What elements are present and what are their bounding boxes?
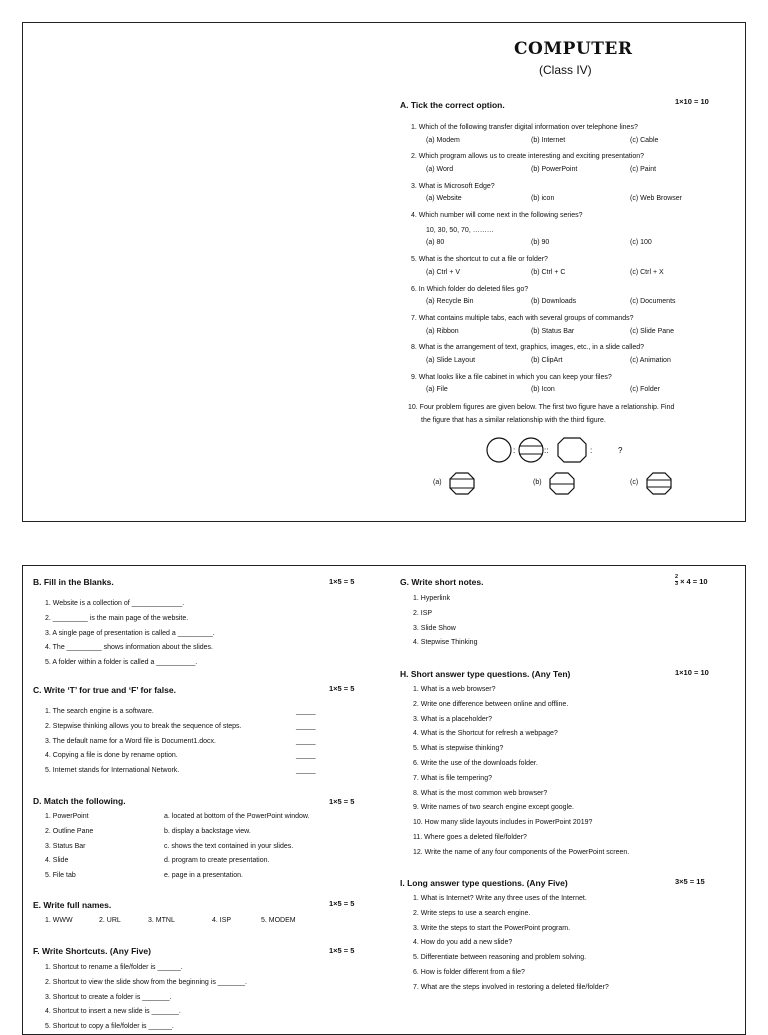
list-item: 1. Hyperlink bbox=[413, 595, 450, 602]
match-right-item: d. program to create presentation. bbox=[164, 857, 270, 865]
list-item: 4. How do you add a new slide? bbox=[413, 939, 513, 947]
option-a[interactable]: (a) Slide Layout bbox=[426, 357, 476, 364]
option-b[interactable]: (b) PowerPoint bbox=[531, 166, 578, 173]
section-g-marks bbox=[675, 575, 708, 587]
section-d-title: D. Match the following. bbox=[33, 796, 126, 806]
worksheet-page-1 bbox=[22, 22, 746, 522]
worksheet-page-2 bbox=[22, 565, 746, 1035]
section-a-marks: 1×10 = 10 bbox=[675, 97, 709, 106]
option-b[interactable]: (b) Downloads bbox=[531, 298, 577, 306]
match-left-item: 5. File tab bbox=[45, 872, 76, 880]
option-c[interactable]: (c) Web Browser bbox=[630, 195, 682, 203]
list-item: 3. A single page of presentation is called a _________. bbox=[45, 629, 215, 637]
problem-figures bbox=[483, 433, 643, 473]
option-a[interactable]: (a) Ctrl + V bbox=[426, 268, 461, 276]
question-10-line-1: 10. Four problem figures are given below. The first two figure have a relationship. Find bbox=[408, 404, 675, 411]
question-text: 4. Which number will come next in the following series? bbox=[411, 212, 583, 220]
fullname-item: 1. WWW bbox=[45, 917, 73, 924]
question-text: 7. What contains multiple tabs, each with several groups of commands? bbox=[411, 315, 634, 322]
question-text: 2. Which program allows us to create interesting and exciting presentation? bbox=[411, 153, 645, 161]
section-f-title: F. Write Shortcuts. (Any Five) bbox=[33, 946, 151, 956]
list-item: 2. Shortcut to view the slide show from the beginning is _______. bbox=[45, 978, 247, 986]
section-i-list bbox=[413, 892, 609, 996]
question-10-line-2: the figure that has a similar relationship with the third figure. bbox=[421, 417, 606, 424]
list-item: 4. What is the Shortcut for refresh a webpage? bbox=[413, 730, 558, 738]
question-text: 3. What is Microsoft Edge? bbox=[411, 182, 495, 190]
option-c[interactable]: (c) Ctrl + X bbox=[630, 268, 664, 276]
answer-blank[interactable]: _____ bbox=[296, 752, 316, 760]
section-c-answer-blanks bbox=[296, 705, 315, 779]
match-left-item: 1. PowerPoint bbox=[45, 813, 89, 820]
list-item: 2. ISP bbox=[413, 609, 433, 617]
section-c-marks: 1×5 = 5 bbox=[329, 684, 355, 693]
figure-circle-1 bbox=[487, 438, 511, 462]
list-item: 2. Stepwise thinking allows you to break the sequence of steps. bbox=[45, 722, 242, 730]
figure-circle-2 bbox=[519, 438, 543, 462]
option-c[interactable]: (c) Animation bbox=[630, 357, 671, 364]
question-text: 9. What looks like a file cabinet in which you can keep your files? bbox=[411, 373, 612, 381]
option-b[interactable]: (b) Ctrl + C bbox=[531, 268, 566, 276]
list-item: 3. Slide Show bbox=[413, 624, 456, 632]
option-a[interactable]: (a) Word bbox=[426, 166, 454, 173]
list-item: 3. The default name for a Word file is Document1.docx. bbox=[45, 737, 216, 745]
list-item: 4. The _________ shows information about the slides. bbox=[45, 644, 213, 652]
section-b-list bbox=[45, 597, 215, 671]
option-c[interactable]: (c) Paint bbox=[630, 166, 657, 173]
figure-option-a-label: (a) bbox=[433, 479, 442, 486]
section-d-right-column bbox=[164, 810, 310, 884]
answer-blank[interactable]: _____ bbox=[296, 767, 316, 775]
section-b-marks: 1×5 = 5 bbox=[329, 577, 355, 586]
list-item: 5. A folder within a folder is called a __________. bbox=[45, 659, 198, 667]
section-f-marks: 1×5 = 5 bbox=[329, 946, 355, 955]
list-item: 5. What is stepwise thinking? bbox=[413, 745, 504, 753]
section-h-marks: 1×10 = 10 bbox=[675, 668, 709, 677]
section-e-marks: 1×5 = 5 bbox=[329, 899, 355, 908]
match-right-item: e. page in a presentation. bbox=[164, 872, 244, 880]
list-item: 1. The search engine is a software. bbox=[45, 708, 154, 715]
answer-blank[interactable]: _____ bbox=[296, 722, 316, 730]
list-item: 1. Shortcut to rename a file/folder is ______. bbox=[45, 964, 183, 971]
section-i-marks: 3×5 = 15 bbox=[675, 877, 705, 886]
option-c[interactable]: (c) Slide Pane bbox=[630, 327, 674, 335]
option-b[interactable]: (b) icon bbox=[531, 195, 555, 203]
list-item: 5. Internet stands for International Network. bbox=[45, 767, 180, 775]
answer-blank[interactable]: _____ bbox=[296, 737, 316, 745]
question-series: 10, 30, 50, 70, ……… bbox=[426, 226, 494, 234]
list-item: 3. Write the steps to start the PowerPoint program. bbox=[413, 924, 571, 932]
match-left-item: 2. Outline Pane bbox=[45, 827, 94, 835]
list-item: 12. Write the name of any four components of the PowerPoint screen. bbox=[413, 848, 630, 856]
option-c[interactable]: (c) Cable bbox=[630, 136, 659, 144]
list-item: 9. Write names of two search engine except google. bbox=[413, 804, 574, 812]
figure-option-b-label: (b) bbox=[533, 479, 542, 486]
match-left-item: 4. Slide bbox=[45, 857, 69, 865]
list-item: 1. What is Internet? Write any three uses of the Internet. bbox=[413, 895, 587, 902]
list-item: 2. Write steps to use a search engine. bbox=[413, 909, 531, 917]
match-right-item: c. shows the text contained in your slides. bbox=[164, 842, 294, 850]
page-subtitle: (Class IV) bbox=[539, 63, 592, 77]
page-title: COMPUTER bbox=[514, 39, 633, 59]
list-item: 2. _________ is the main page of the website. bbox=[45, 614, 189, 622]
question-text: 1. Which of the following transfer digital information over telephone lines? bbox=[411, 124, 638, 131]
match-left-item: 3. Status Bar bbox=[45, 842, 86, 850]
section-g-list bbox=[413, 592, 477, 651]
figure-option-c-label: (c) bbox=[630, 479, 639, 486]
option-b[interactable]: (b) ClipArt bbox=[531, 357, 563, 364]
list-item: 6. Write the use of the downloads folder. bbox=[413, 759, 538, 767]
section-d-marks: 1×5 = 5 bbox=[329, 797, 355, 806]
list-item: 4. Stepwise Thinking bbox=[413, 639, 478, 647]
option-a[interactable]: (a) Ribbon bbox=[426, 327, 459, 335]
fullname-item: 4. ISP bbox=[212, 917, 232, 924]
list-item: 1. Website is a collection of _____________. bbox=[45, 600, 185, 607]
question-text: 6. In Which folder do deleted files go? bbox=[411, 285, 529, 293]
list-item: 3. What is a placeholder? bbox=[413, 715, 492, 723]
answer-blank[interactable]: _____ bbox=[296, 708, 316, 715]
list-item: 7. What is file tempering? bbox=[413, 774, 492, 782]
match-right-item: b. display a backstage view. bbox=[164, 827, 251, 835]
section-b-title: B. Fill in the Blanks. bbox=[33, 577, 114, 587]
list-item: 4. Shortcut to insert a new slide is _______. bbox=[45, 1008, 181, 1016]
figure-octagon bbox=[558, 438, 586, 462]
section-d-left-column bbox=[45, 810, 93, 884]
list-item: 6. How is folder different from a file? bbox=[413, 968, 525, 976]
list-item: 5. Differentiate between reasoning and problem solving. bbox=[413, 954, 587, 962]
option-a[interactable]: (a) Modem bbox=[426, 136, 460, 144]
figure-option-b[interactable] bbox=[548, 471, 578, 497]
section-h-title: H. Short answer type questions. (Any Ten) bbox=[400, 669, 571, 679]
fullname-item: 2. URL bbox=[99, 917, 121, 924]
list-item: 5. Shortcut to copy a file/folder is ______. bbox=[45, 1023, 174, 1031]
match-right-item: a. located at bottom of the PowerPoint window. bbox=[164, 813, 310, 820]
question-text: 8. What is the arrangement of text, graphics, images, etc., in a slide called? bbox=[411, 344, 645, 352]
question-text: 5. What is the shortcut to cut a file or folder? bbox=[411, 256, 548, 264]
section-a-title: A. Tick the correct option. bbox=[400, 100, 505, 110]
marks-multiplier: × 4 = 10 bbox=[680, 576, 708, 586]
fraction-numerator: 2 bbox=[675, 574, 679, 580]
list-item: 4. Copying a file is done by rename option. bbox=[45, 752, 178, 760]
list-item: 10. How many slide layouts includes in PowerPoint 2019? bbox=[413, 819, 593, 827]
figure-option-a[interactable] bbox=[448, 471, 478, 497]
fullname-item: 5. MODEM bbox=[261, 917, 296, 924]
list-item: 11. Where goes a deleted file/folder? bbox=[413, 833, 527, 841]
fullname-item: 3. MTNL bbox=[148, 917, 175, 924]
list-item: 1. What is a web browser? bbox=[413, 686, 496, 693]
section-c-list bbox=[45, 705, 242, 779]
option-b[interactable]: (b) 90 bbox=[531, 239, 550, 247]
list-item: 2. Write one difference between online and offline. bbox=[413, 700, 569, 708]
option-a[interactable]: (a) 80 bbox=[426, 239, 445, 247]
list-item: 8. What is the most common web browser? bbox=[413, 789, 548, 797]
option-b[interactable]: (b) Icon bbox=[531, 386, 555, 394]
section-h-list bbox=[413, 683, 629, 861]
figure-option-c[interactable] bbox=[645, 471, 675, 497]
figure-separator-3: : bbox=[590, 446, 593, 455]
figure-question-mark: ? bbox=[618, 446, 623, 455]
option-a[interactable]: (a) Website bbox=[426, 195, 462, 203]
option-a[interactable]: (a) File bbox=[426, 386, 448, 394]
option-c[interactable]: (c) Folder bbox=[630, 386, 660, 394]
list-item: 7. What are the steps involved in restoring a deleted file/folder? bbox=[413, 983, 609, 991]
option-c[interactable]: (c) 100 bbox=[630, 239, 652, 247]
fraction bbox=[675, 575, 678, 587]
option-a[interactable]: (a) Recycle Bin bbox=[426, 298, 474, 306]
section-c-title: C. Write ‘T’ for true and ‘F’ for false. bbox=[33, 685, 176, 695]
option-b[interactable]: (b) Internet bbox=[531, 136, 566, 144]
fraction-denominator: 3 bbox=[675, 580, 679, 587]
figure-separator-1: : bbox=[513, 446, 516, 455]
figure-separator-2: :: bbox=[544, 446, 549, 455]
list-item: 3. Shortcut to create a folder is _______. bbox=[45, 993, 172, 1001]
section-g-title: G. Write short notes. bbox=[400, 577, 484, 587]
section-e-title: E. Write full names. bbox=[33, 900, 112, 910]
option-c[interactable]: (c) Documents bbox=[630, 298, 676, 306]
section-i-title: I. Long answer type questions. (Any Five) bbox=[400, 878, 568, 888]
option-b[interactable]: (b) Status Bar bbox=[531, 327, 575, 335]
